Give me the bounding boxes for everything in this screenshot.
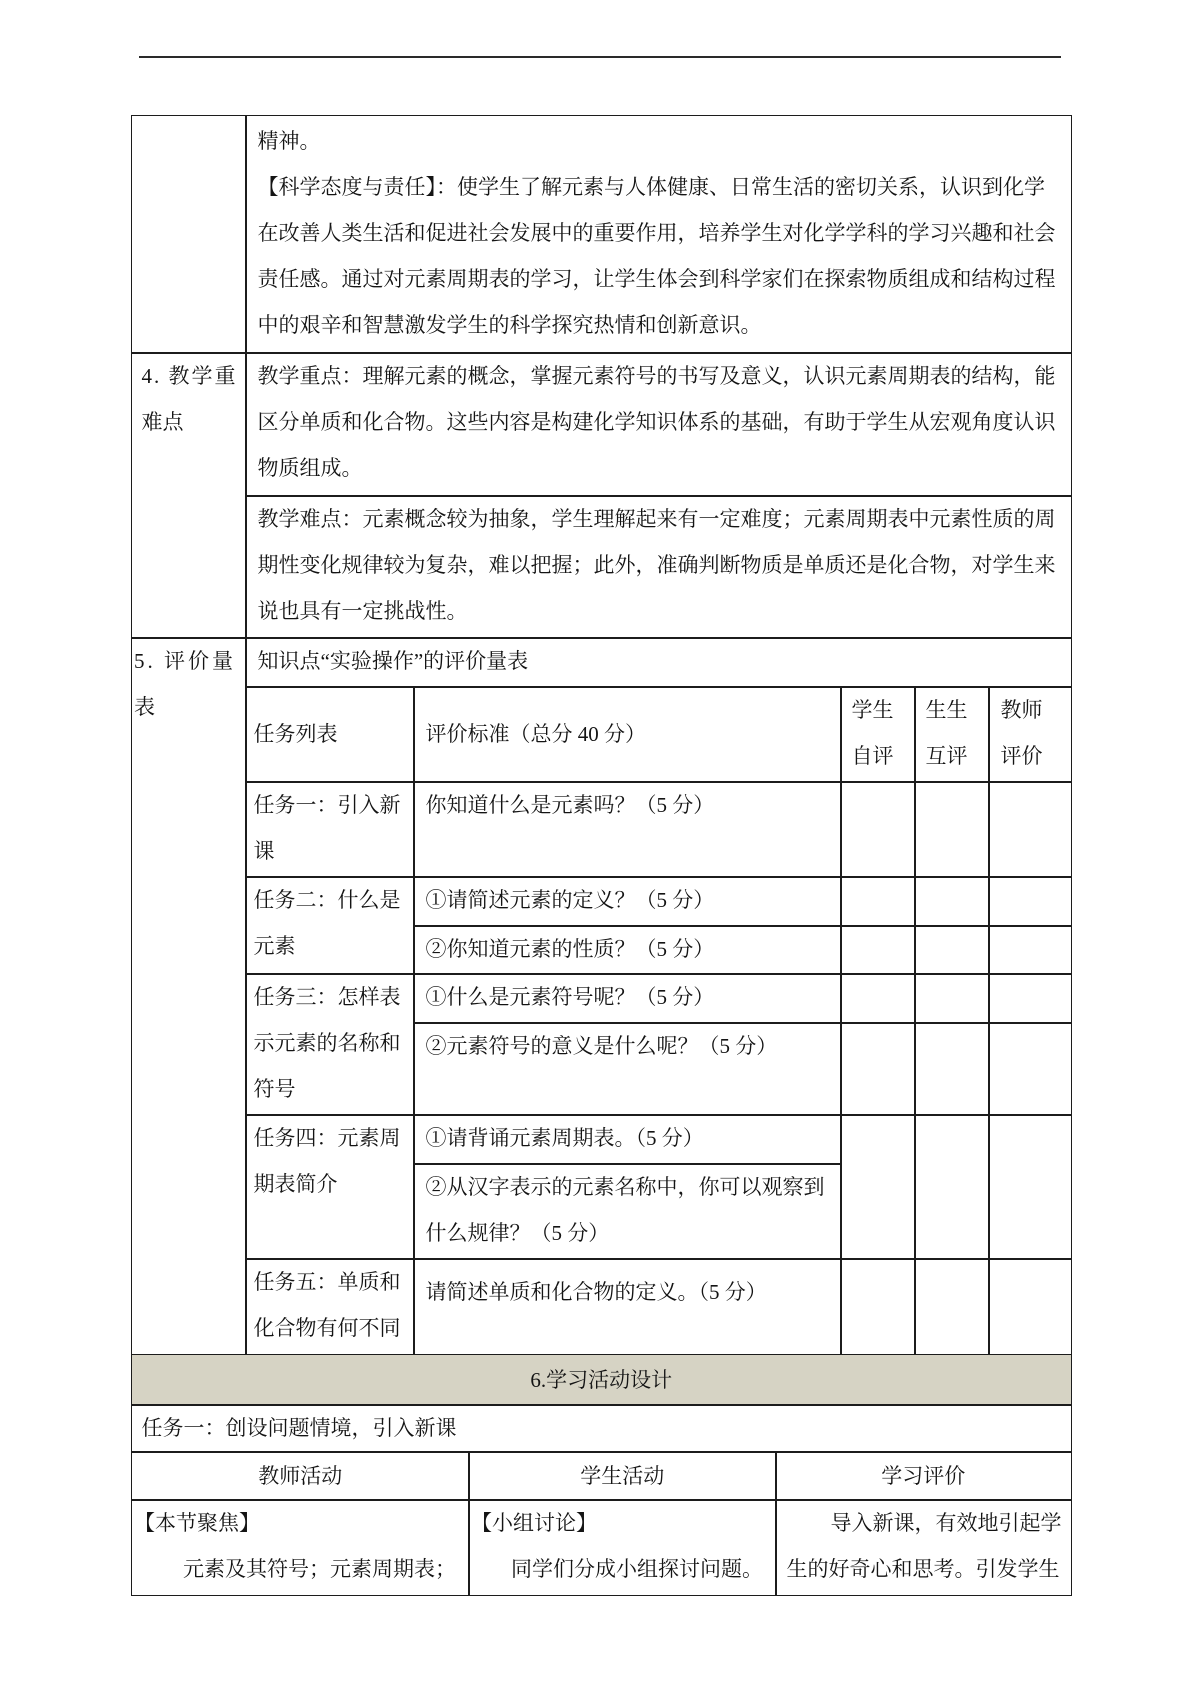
- criterion-line: ②你知道元素的性质？（5 分）: [425, 937, 715, 961]
- task2-name-cell: [245, 876, 415, 975]
- criterion-line: ②从汉字表示的元素名称中，你可以观察到: [425, 1175, 825, 1199]
- task-name-line: 任务四：元素周: [253, 1126, 401, 1150]
- task5-criterion-cell: [413, 1258, 842, 1356]
- task5-self-score-cell: [840, 1258, 916, 1356]
- task-name-line: 示元素的名称和: [253, 1031, 401, 1055]
- evaluation-line: 生的好奇心和思考。引发学生: [786, 1557, 1060, 1581]
- criterion-line: 什么规律？（5 分）: [425, 1221, 610, 1245]
- activity-section-title: 6.学习活动设计: [530, 1367, 673, 1392]
- task-name-line: 期表简介: [253, 1172, 338, 1196]
- task1-peer-score-cell: [914, 781, 990, 878]
- key-points-line: 教学重点：理解元素的概念，掌握元素符号的书写及意义，认识元素周期表的结构，能: [257, 364, 1056, 388]
- attitude-line: 在改善人类生活和促进社会发展中的重要作用，培养学生对化学学科的学习兴趣和社会: [257, 220, 1056, 245]
- section4-label-line: 难点: [141, 410, 184, 434]
- task3-self-score-cell: [840, 973, 916, 1024]
- attitude-line: 【科学态度与责任】：使学生了解元素与人体健康、日常生活的密切关系，认识到化学: [257, 174, 1045, 199]
- task2-peer-score-cell: [914, 925, 990, 975]
- task2-criterion-cell: [413, 925, 842, 975]
- rubric-header-self-label: 自评: [851, 744, 894, 768]
- task4-teacher-score-cell: [988, 1114, 1072, 1260]
- task3-teacher-score-cell: [988, 1022, 1072, 1116]
- rubric-title: 知识点“实验操作”的评价量表: [257, 649, 529, 673]
- task2-self-score-cell: [840, 925, 916, 975]
- task3-criterion-cell: [413, 973, 842, 1024]
- criterion-line: 请简述单质和化合物的定义。（5 分）: [425, 1279, 767, 1304]
- task2-teacher-score-cell: [988, 876, 1072, 927]
- activity-header-student: [468, 1451, 777, 1501]
- criterion-line: ②元素符号的意义是什么呢？（5 分）: [425, 1034, 778, 1058]
- section5-label-line: 表: [134, 695, 155, 719]
- evaluation-line: 导入新课，有效地引起学: [830, 1511, 1062, 1535]
- activity-header-evaluation: [775, 1451, 1072, 1501]
- task-name-line: 符号: [253, 1077, 296, 1101]
- objectives-content-cell: [245, 115, 1072, 354]
- task3-name-cell: [245, 973, 415, 1116]
- task2-self-score-cell: [840, 876, 916, 927]
- rubric-header-task: [245, 686, 415, 783]
- task-name-line: 任务一：引入新: [253, 793, 401, 817]
- student-activity-heading: 【小组讨论】: [471, 1511, 597, 1535]
- rubric-header-task-label: 任务列表: [253, 722, 338, 747]
- attitude-line: 责任感。通过对元素周期表的学习，让学生体会到科学家们在探索物质组成和结构过程: [257, 266, 1056, 291]
- criterion-line: 你知道什么是元素吗？（5 分）: [425, 793, 715, 817]
- activity-header-teacher: [131, 1451, 470, 1501]
- task2-teacher-score-cell: [988, 925, 1072, 975]
- task4-name-cell: [245, 1114, 415, 1260]
- task4-self-score-cell: [840, 1114, 916, 1260]
- teacher-activity-heading: 【本节聚焦】: [134, 1511, 260, 1535]
- task3-teacher-score-cell: [988, 973, 1072, 1024]
- rubric-header-teacher-label: 教师: [1000, 698, 1043, 722]
- task4-criterion-cell: [413, 1163, 842, 1260]
- rubric-header-peer-label: 生生: [925, 698, 968, 722]
- difficult-points-line: 期性变化规律较为复杂，难以把握；此外，准确判断物质是单质还是化合物，对学生来: [257, 553, 1056, 577]
- activity-header-label: 学生活动: [580, 1463, 665, 1488]
- rubric-header-criteria: [413, 686, 842, 783]
- rubric-header-teacher: [988, 686, 1072, 783]
- task1-criterion-cell: [413, 781, 842, 878]
- activity-task-title: 任务一：创设问题情境，引入新课: [141, 1416, 457, 1441]
- task-name-line: 任务二：什么是: [253, 888, 401, 912]
- task5-teacher-score-cell: [988, 1258, 1072, 1356]
- student-activity-text: 同学们分成小组探讨问题。: [511, 1557, 763, 1581]
- task1-teacher-score-cell: [988, 781, 1072, 878]
- rubric-header-peer-label: 互评: [925, 744, 968, 768]
- evaluation-cell: [775, 1499, 1072, 1596]
- rubric-header-criteria-label: 评价标准（总分 40 分）: [425, 722, 646, 747]
- task5-peer-score-cell: [914, 1258, 990, 1356]
- attitude-line: 中的艰辛和智慧激发学生的科学探究热情和创新意识。: [257, 312, 762, 337]
- rubric-header-teacher-label: 评价: [1000, 744, 1043, 768]
- section5-label-line: 5. 评价量: [134, 649, 236, 673]
- task-name-line: 任务三：怎样表: [253, 985, 401, 1009]
- task3-self-score-cell: [840, 1022, 916, 1116]
- teacher-activity-text: 元素及其符号；元素周期表；: [183, 1557, 456, 1581]
- task1-self-score-cell: [840, 781, 916, 878]
- difficult-points-line: 教学难点：元素概念较为抽象，学生理解起来有一定难度；元素周期表中元素性质的周: [257, 507, 1056, 531]
- activity-header-label: 教师活动: [258, 1463, 343, 1488]
- teacher-activity-cell: [131, 1499, 470, 1596]
- activity-task-row: [131, 1404, 1072, 1453]
- difficult-points-cell: [245, 495, 1072, 639]
- task-name-line: 元素: [253, 934, 296, 958]
- task1-name-cell: [245, 781, 415, 878]
- rubric-header-peer: [914, 686, 990, 783]
- objectives-label-cell: [131, 115, 247, 354]
- task-name-line: 化合物有何不同: [253, 1316, 401, 1340]
- key-points-line: 区分单质和化合物。这些内容是构建化学知识体系的基础，有助于学生从宏观角度认识: [257, 410, 1056, 434]
- task3-peer-score-cell: [914, 973, 990, 1024]
- difficult-points-line: 说也具有一定挑战性。: [257, 599, 468, 623]
- task-name-line: 任务五：单质和: [253, 1270, 401, 1294]
- section4-label-line: 4. 教学重: [141, 364, 238, 388]
- task-name-line: 课: [253, 839, 275, 863]
- task4-peer-score-cell: [914, 1114, 990, 1260]
- student-activity-cell: [468, 1499, 777, 1596]
- objectives-tail-line: 精神。: [257, 128, 321, 153]
- rubric-title-cell: [245, 637, 1072, 688]
- key-points-cell: [245, 352, 1072, 497]
- task3-criterion-cell: [413, 1022, 842, 1116]
- criterion-line: ①请简述元素的定义？（5 分）: [425, 888, 715, 912]
- rubric-header-self: [840, 686, 916, 783]
- task4-criterion-cell: [413, 1114, 842, 1165]
- section5-label-cell: [131, 637, 247, 1356]
- key-points-line: 物质组成。: [257, 456, 363, 480]
- task5-name-cell: [245, 1258, 415, 1356]
- activity-section-band: [131, 1354, 1072, 1406]
- activity-header-label: 学习评价: [881, 1463, 966, 1488]
- rubric-header-self-label: 学生: [851, 698, 894, 722]
- task2-criterion-cell: [413, 876, 842, 927]
- task2-peer-score-cell: [914, 876, 990, 927]
- section4-label-cell: [131, 352, 247, 639]
- header-rule: [139, 56, 1061, 58]
- task3-peer-score-cell: [914, 1022, 990, 1116]
- criterion-line: ①什么是元素符号呢？（5 分）: [425, 985, 715, 1009]
- criterion-line: ①请背诵元素周期表。（5 分）: [425, 1126, 704, 1150]
